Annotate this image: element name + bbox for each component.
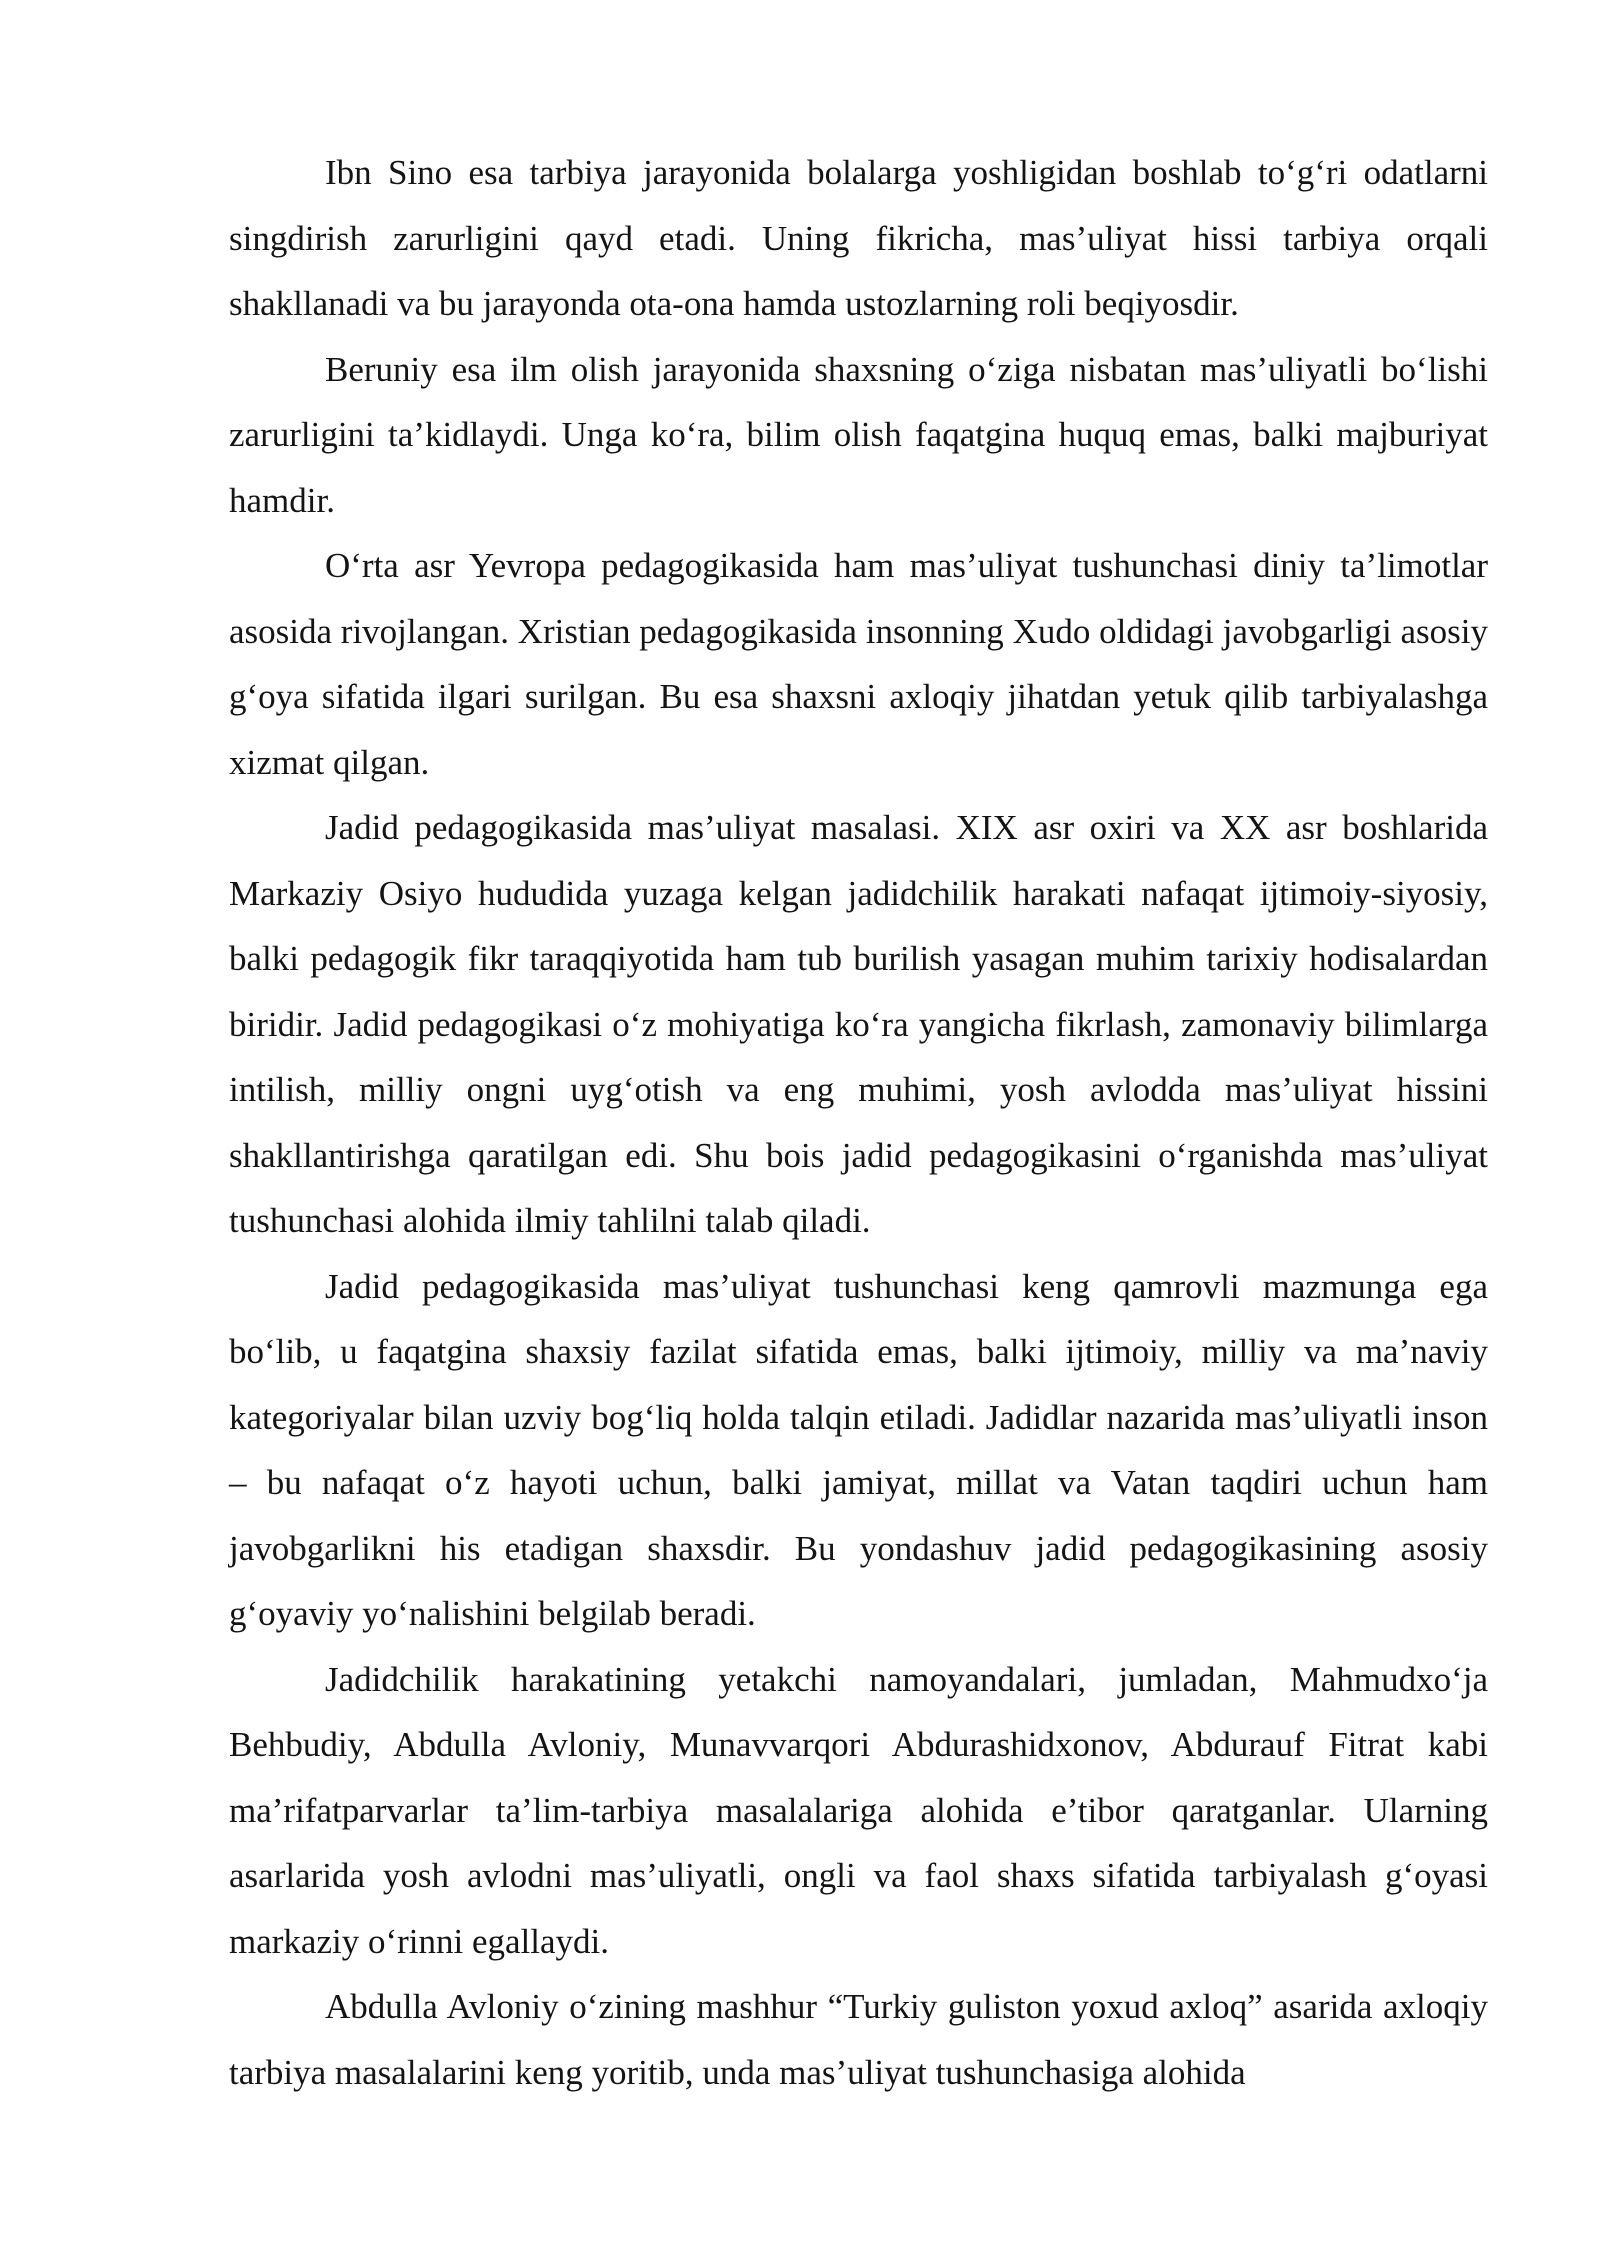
paragraph: Jadidchilik harakatining yetakchi namoyandalari, jumladan, Mahmudxo‘ja Behbudiy, Abdulla Avloniy, Munavvarqori Abdurashidxonov, Abdurauf Fitrat kabi ma’rifatparvarlar ta’lim-tarbiya masalalariga alohida e’tibor qaratganlar. Ularning asarlarida yosh avlodni mas’uliyatli, ongli va faol shaxs sifatida tarbiyalash g‘oyasi markaziy o‘rinni egallaydi. [229,1659,1488,1961]
paragraph: Ibn Sino esa tarbiya jarayonida bolalarga yoshligidan boshlab to‘g‘ri odatlarni singdirish zarurligini qayd etadi. Uning fikricha, mas’uliyat hissi tarbiya orqali shakllanadi va bu jarayonda ota-ona hamda ustozlarning roli beqiyosdir. [229,153,1488,323]
paragraph: Beruniy esa ilm olish jarayonida shaxsning o‘ziga nisbatan mas’uliyatli bo‘lishi zarurligini ta’kidlaydi. Unga ko‘ra, bilim olish faqatgina huquq emas, balki majburiyat hamdir. [229,349,1488,520]
paragraph: O‘rta asr Yevropa pedagogikasida ham mas’uliyat tushunchasi diniy ta’limotlar asosida rivojlangan. Xristian pedagogikasida insonning Xudo oldidagi javobgarligi asosiy g‘oya sifatida ilgari surilgan. Bu esa shaxsni axloqiy jihatdan yetuk qilib tarbiyalashga xizmat qilgan. [229,546,1488,782]
paragraph: Abdulla Avloniy o‘zining mashhur “Turkiy guliston yoxud axloq” asarida axloqiy tarbiya masalalarini keng yoritib, unda mas’uliyat tushunchasiga alohida [229,1987,1488,2092]
paragraph: Jadid pedagogikasida mas’uliyat masalasi. XIX asr oxiri va XX asr boshlarida Markaziy Osiyo hududida yuzaga kelgan jadidchilik harakati nafaqat ijtimoiy-siyosiy, balki pedagogik fikr taraqqiyotida ham tub burilish yasagan muhim tarixiy hodisalardan biridir. Jadid pedagogikasi o‘z mohiyatiga ko‘ra yangicha fikrlash, zamonaviy bilimlarga intilish, milliy ongni uyg‘otish va eng muhimi, yosh avlodda mas’uliyat hissini shakllantirishga qaratilgan edi. Shu bois jadid pedagogikasini o‘rganishda mas’uliyat tushunchasi alohida ilmiy tahlilni talab qiladi. [229,808,1488,1240]
paragraph: Jadid pedagogikasida mas’uliyat tushunchasi keng qamrovli mazmunga ega bo‘lib, u faqatgina shaxsiy fazilat sifatida emas, balki ijtimoiy, milliy va ma’naviy kategoriyalar bilan uzviy bog‘liq holda talqin etiladi. Jadidlar nazarida mas’uliyatli inson – bu nafaqat o‘z hayoti uchun, balki jamiyat, millat va Vatan taqdiri uchun ham javobgarlikni his etadigan shaxsdir. Bu yondashuv jadid pedagogikasining asosiy g‘oyaviy yo‘nalishini belgilab beradi. [229,1266,1488,1633]
body-text [229,140,1488,2105]
